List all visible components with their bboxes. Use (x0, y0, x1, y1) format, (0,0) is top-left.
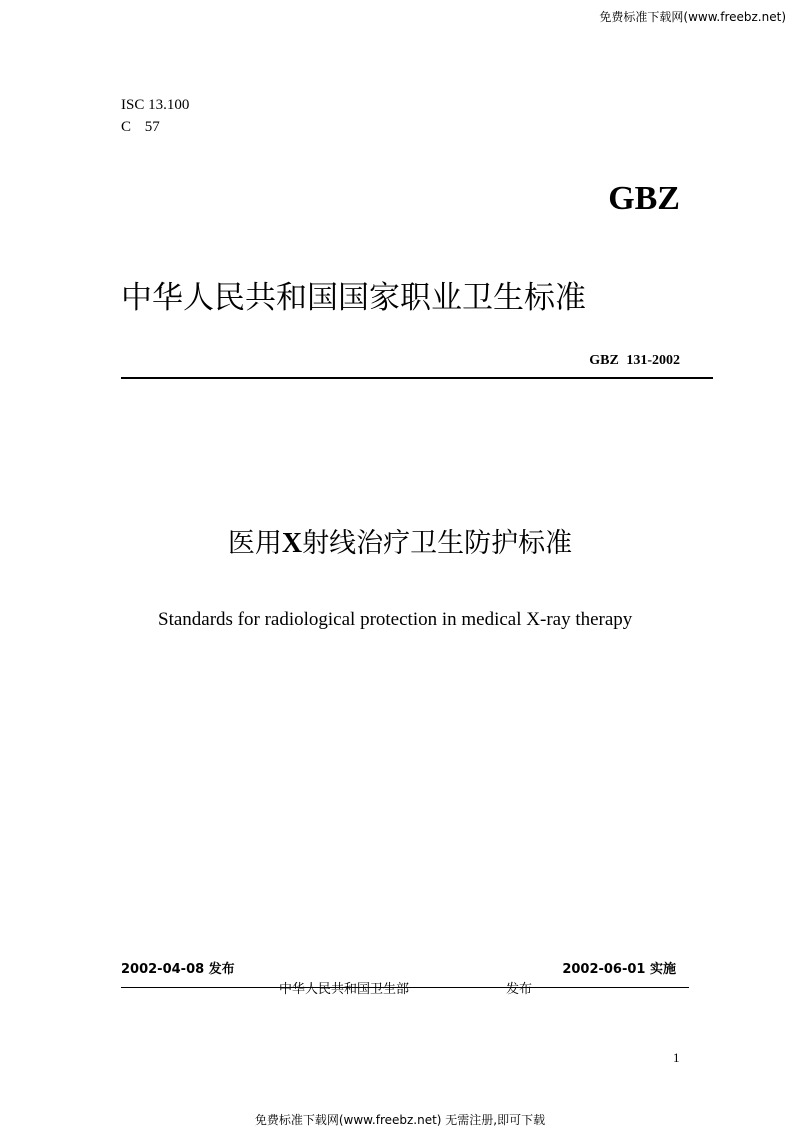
footer-divider (121, 987, 689, 988)
issuer-verb: 发布 (506, 982, 533, 997)
english-title: Standards for radiological protection in medical X-ray therapy (158, 609, 633, 630)
issue-date: 2002-04-08 发布 (121, 962, 235, 977)
document-title-prefix: 医用 (227, 528, 282, 559)
document-title-x: X (281, 528, 303, 559)
standard-number: GBZ 131-2002 (589, 353, 680, 368)
issuer-name: 中华人民共和国卫生部 (279, 982, 410, 997)
gbz-logo: GBZ (608, 180, 680, 217)
national-standard-title: 中华人民共和国国家职业卫生标准 (121, 280, 586, 316)
ccs-classification: C 57 (121, 119, 160, 135)
header-divider (121, 377, 713, 379)
document-title-suffix: 射线治疗卫生防护标准 (302, 528, 573, 559)
page-number: 1 (673, 1050, 680, 1065)
implementation-date: 2002-06-01 实施 (562, 962, 676, 977)
footer-watermark: 免费标准下载网(www.freebz.net) 无需注册,即可下载 (254, 1113, 546, 1127)
header-watermark: 免费标准下载网(www.freebz.net) (599, 10, 786, 24)
ics-classification: ISC 13.100 (121, 97, 190, 113)
document-title (0, 521, 800, 560)
